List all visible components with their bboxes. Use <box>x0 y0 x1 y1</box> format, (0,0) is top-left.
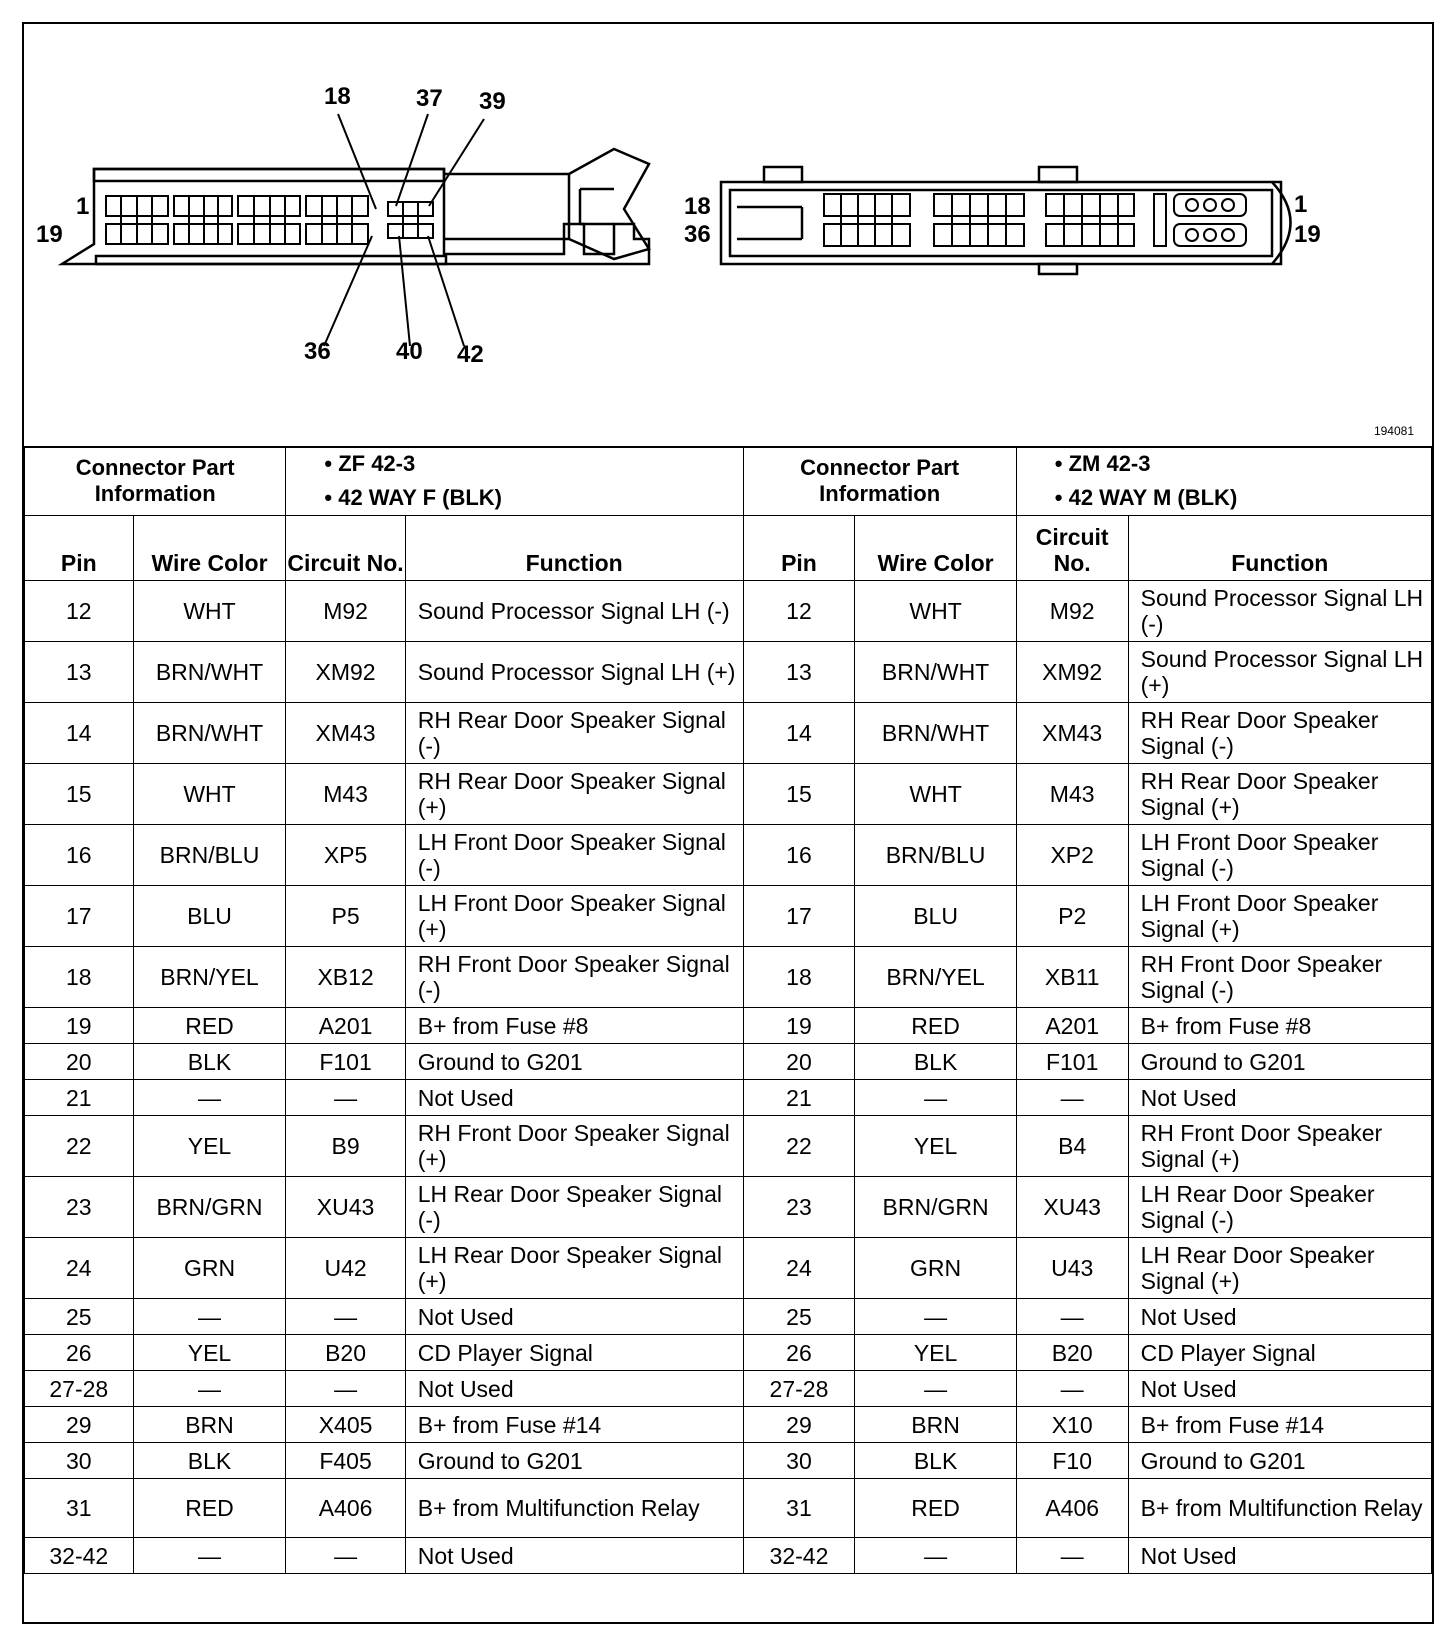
cell-function: RH Rear Door Speaker Signal (-) <box>405 703 743 764</box>
cell-function: Not Used <box>405 1299 743 1335</box>
cell-pin: 32-42 <box>25 1538 134 1574</box>
cell-circuit-right: F10 <box>1016 1443 1128 1479</box>
cell-wire-color-right: BRN/YEL <box>855 947 1016 1008</box>
cell-wire-color: BRN/WHT <box>133 703 286 764</box>
cell-circuit: XM92 <box>286 642 405 703</box>
cell-function: Sound Processor Signal LH (-) <box>405 581 743 642</box>
cell-function: Not Used <box>405 1538 743 1574</box>
callout-42: 42 <box>457 341 484 368</box>
cell-wire-color: BRN/WHT <box>133 642 286 703</box>
cell-pin-right: 20 <box>743 1044 855 1080</box>
cell-circuit: — <box>286 1538 405 1574</box>
callout-18: 18 <box>324 83 351 110</box>
cell-pin-right: 31 <box>743 1479 855 1538</box>
cell-pin-right: 15 <box>743 764 855 825</box>
cell-wire-color: WHT <box>133 764 286 825</box>
cell-circuit: — <box>286 1299 405 1335</box>
cell-wire-color-right: BRN/GRN <box>855 1177 1016 1238</box>
cell-circuit: P5 <box>286 886 405 947</box>
info-right-line-2: • 42 WAY M (BLK) <box>1055 481 1431 515</box>
cell-pin: 17 <box>25 886 134 947</box>
pinout-table <box>24 446 1432 1574</box>
cell-wire-color-right: — <box>855 1080 1016 1116</box>
cell-pin: 29 <box>25 1407 134 1443</box>
figure-id: 194081 <box>1373 424 1414 438</box>
table-row <box>25 1299 1432 1335</box>
cell-circuit: — <box>286 1371 405 1407</box>
cell-circuit: B20 <box>286 1335 405 1371</box>
cell-circuit-right: XM43 <box>1016 703 1128 764</box>
cell-circuit-right: XB11 <box>1016 947 1128 1008</box>
cell-function: LH Rear Door Speaker Signal (+) <box>405 1238 743 1299</box>
cell-circuit: M43 <box>286 764 405 825</box>
cell-circuit: F405 <box>286 1443 405 1479</box>
cell-pin-right: 12 <box>743 581 855 642</box>
cell-circuit: F101 <box>286 1044 405 1080</box>
cell-pin-right: 17 <box>743 886 855 947</box>
pin-label-19-left: 19 <box>36 221 63 248</box>
cell-pin-right: 23 <box>743 1177 855 1238</box>
cell-pin: 27-28 <box>25 1371 134 1407</box>
cell-circuit-right: B20 <box>1016 1335 1128 1371</box>
table-row <box>25 1371 1432 1407</box>
cell-circuit-right: — <box>1016 1371 1128 1407</box>
cell-pin-right: 21 <box>743 1080 855 1116</box>
cell-circuit-right: — <box>1016 1080 1128 1116</box>
cell-function-right: LH Rear Door Speaker Signal (+) <box>1128 1238 1431 1299</box>
connector-info-label-right: Connector Part Information <box>743 447 1016 516</box>
cell-function-right: Ground to G201 <box>1128 1044 1431 1080</box>
cell-wire-color: RED <box>133 1008 286 1044</box>
table-row <box>25 1407 1432 1443</box>
connector-info-right <box>1016 447 1431 516</box>
table-row <box>25 1080 1432 1116</box>
table-row <box>25 1335 1432 1371</box>
cell-function: B+ from Fuse #14 <box>405 1407 743 1443</box>
cell-pin: 19 <box>25 1008 134 1044</box>
cell-pin: 26 <box>25 1335 134 1371</box>
cell-wire-color: RED <box>133 1479 286 1538</box>
header-function: Function <box>405 516 743 581</box>
cell-function-right: RH Rear Door Speaker Signal (+) <box>1128 764 1431 825</box>
cell-function-right: Not Used <box>1128 1538 1431 1574</box>
cell-wire-color-right: RED <box>855 1008 1016 1044</box>
cell-circuit-right: XU43 <box>1016 1177 1128 1238</box>
info-left-line-1: • ZF 42-3 <box>324 447 742 481</box>
callout-39: 39 <box>479 88 506 115</box>
cell-wire-color: BRN/YEL <box>133 947 286 1008</box>
cell-function-right: CD Player Signal <box>1128 1335 1431 1371</box>
cell-wire-color-right: — <box>855 1299 1016 1335</box>
cell-function: B+ from Multifunction Relay <box>405 1479 743 1538</box>
connector-info-left <box>286 447 743 516</box>
cell-circuit-right: A406 <box>1016 1479 1128 1538</box>
cell-circuit: XU43 <box>286 1177 405 1238</box>
cell-function-right: RH Rear Door Speaker Signal (-) <box>1128 703 1431 764</box>
cell-wire-color: — <box>133 1299 286 1335</box>
cell-circuit: XP5 <box>286 825 405 886</box>
table-body <box>25 581 1432 1574</box>
cell-pin: 13 <box>25 642 134 703</box>
cell-function-right: B+ from Fuse #8 <box>1128 1008 1431 1044</box>
cell-pin-right: 19 <box>743 1008 855 1044</box>
header-circuit: Circuit No. <box>286 516 405 581</box>
cell-function-right: Not Used <box>1128 1080 1431 1116</box>
cell-circuit: M92 <box>286 581 405 642</box>
table-row <box>25 947 1432 1008</box>
pin-label-36-right: 36 <box>684 221 711 248</box>
cell-pin-right: 29 <box>743 1407 855 1443</box>
cell-circuit-right: F101 <box>1016 1044 1128 1080</box>
cell-function: RH Rear Door Speaker Signal (+) <box>405 764 743 825</box>
cell-pin: 25 <box>25 1299 134 1335</box>
cell-pin: 18 <box>25 947 134 1008</box>
header-circuit-right: Circuit No. <box>1016 516 1128 581</box>
connector-sheet <box>22 22 1434 1624</box>
cell-function: LH Front Door Speaker Signal (-) <box>405 825 743 886</box>
cell-pin: 15 <box>25 764 134 825</box>
cell-wire-color-right: — <box>855 1538 1016 1574</box>
header-pin: Pin <box>25 516 134 581</box>
cell-function: Sound Processor Signal LH (+) <box>405 642 743 703</box>
cell-function: CD Player Signal <box>405 1335 743 1371</box>
table-row <box>25 1044 1432 1080</box>
cell-pin: 16 <box>25 825 134 886</box>
cell-wire-color-right: YEL <box>855 1335 1016 1371</box>
connector-drawing <box>24 24 1432 446</box>
cell-function: Ground to G201 <box>405 1044 743 1080</box>
cell-wire-color-right: YEL <box>855 1116 1016 1177</box>
cell-circuit: B9 <box>286 1116 405 1177</box>
cell-wire-color: WHT <box>133 581 286 642</box>
cell-function: B+ from Fuse #8 <box>405 1008 743 1044</box>
cell-wire-color: BRN/BLU <box>133 825 286 886</box>
cell-function-right: Not Used <box>1128 1299 1431 1335</box>
cell-wire-color: BLK <box>133 1044 286 1080</box>
cell-wire-color: YEL <box>133 1335 286 1371</box>
cell-wire-color-right: BRN/BLU <box>855 825 1016 886</box>
table-row <box>25 1479 1432 1538</box>
cell-pin: 21 <box>25 1080 134 1116</box>
cell-pin-right: 18 <box>743 947 855 1008</box>
callout-40: 40 <box>396 338 423 365</box>
cell-pin-right: 25 <box>743 1299 855 1335</box>
cell-wire-color: — <box>133 1371 286 1407</box>
cell-function-right: Sound Processor Signal LH (+) <box>1128 642 1431 703</box>
info-left-line-2: • 42 WAY F (BLK) <box>324 481 742 515</box>
cell-wire-color: BRN <box>133 1407 286 1443</box>
cell-wire-color-right: BRN/WHT <box>855 703 1016 764</box>
cell-circuit-right: U43 <box>1016 1238 1128 1299</box>
cell-pin: 20 <box>25 1044 134 1080</box>
cell-pin: 30 <box>25 1443 134 1479</box>
table-row <box>25 703 1432 764</box>
cell-circuit-right: X10 <box>1016 1407 1128 1443</box>
table-row <box>25 642 1432 703</box>
cell-pin: 14 <box>25 703 134 764</box>
cell-pin-right: 27-28 <box>743 1371 855 1407</box>
cell-function-right: LH Front Door Speaker Signal (+) <box>1128 886 1431 947</box>
cell-circuit-right: M92 <box>1016 581 1128 642</box>
cell-pin-right: 14 <box>743 703 855 764</box>
pin-label-1-right: 1 <box>1294 191 1308 218</box>
cell-circuit-right: M43 <box>1016 764 1128 825</box>
cell-wire-color-right: — <box>855 1371 1016 1407</box>
cell-wire-color: BLU <box>133 886 286 947</box>
cell-function: LH Front Door Speaker Signal (+) <box>405 886 743 947</box>
cell-circuit-right: B4 <box>1016 1116 1128 1177</box>
table-row <box>25 581 1432 642</box>
male-pin-cavities <box>824 194 1246 246</box>
cell-function: RH Front Door Speaker Signal (-) <box>405 947 743 1008</box>
cell-wire-color: — <box>133 1538 286 1574</box>
table-row <box>25 1008 1432 1044</box>
cell-function-right: Ground to G201 <box>1128 1443 1431 1479</box>
cell-function-right: RH Front Door Speaker Signal (-) <box>1128 947 1431 1008</box>
cell-circuit: — <box>286 1080 405 1116</box>
header-pin-right: Pin <box>743 516 855 581</box>
table-row <box>25 1116 1432 1177</box>
pin-label-18-right: 18 <box>684 193 711 220</box>
connector-figure <box>24 24 1432 448</box>
cell-wire-color-right: BLK <box>855 1044 1016 1080</box>
cell-wire-color: YEL <box>133 1116 286 1177</box>
connector-info-label-left: Connector Part Information <box>25 447 286 516</box>
table-row <box>25 1177 1432 1238</box>
cell-function-right: LH Front Door Speaker Signal (-) <box>1128 825 1431 886</box>
cell-pin: 22 <box>25 1116 134 1177</box>
cell-wire-color-right: BLK <box>855 1443 1016 1479</box>
info-right-line-1: • ZM 42-3 <box>1055 447 1431 481</box>
cell-function: Ground to G201 <box>405 1443 743 1479</box>
cell-circuit: A201 <box>286 1008 405 1044</box>
cell-pin-right: 16 <box>743 825 855 886</box>
female-connector <box>62 149 649 264</box>
cell-wire-color-right: RED <box>855 1479 1016 1538</box>
cell-pin-right: 30 <box>743 1443 855 1479</box>
cell-pin-right: 22 <box>743 1116 855 1177</box>
table-row <box>25 1238 1432 1299</box>
cell-wire-color-right: GRN <box>855 1238 1016 1299</box>
callout-37: 37 <box>416 85 443 112</box>
pin-label-19-right: 19 <box>1294 221 1321 248</box>
cell-wire-color-right: WHT <box>855 764 1016 825</box>
cell-wire-color: BLK <box>133 1443 286 1479</box>
header-wire-color-right: Wire Color <box>855 516 1016 581</box>
cell-circuit-right: — <box>1016 1538 1128 1574</box>
female-pin-cavities <box>106 196 433 244</box>
cell-pin: 24 <box>25 1238 134 1299</box>
cell-wire-color-right: BRN <box>855 1407 1016 1443</box>
cell-wire-color: — <box>133 1080 286 1116</box>
cell-pin: 31 <box>25 1479 134 1538</box>
cell-function: Not Used <box>405 1080 743 1116</box>
cell-function-right: RH Front Door Speaker Signal (+) <box>1128 1116 1431 1177</box>
cell-wire-color-right: BLU <box>855 886 1016 947</box>
cell-function-right: B+ from Fuse #14 <box>1128 1407 1431 1443</box>
cell-pin-right: 24 <box>743 1238 855 1299</box>
cell-pin: 23 <box>25 1177 134 1238</box>
table-row <box>25 764 1432 825</box>
connector-info-row <box>25 447 1432 516</box>
cell-circuit-right: — <box>1016 1299 1128 1335</box>
cell-pin-right: 32-42 <box>743 1538 855 1574</box>
cell-circuit: A406 <box>286 1479 405 1538</box>
cell-circuit: XM43 <box>286 703 405 764</box>
cell-circuit: XB12 <box>286 947 405 1008</box>
callout-36: 36 <box>304 338 331 365</box>
cell-wire-color-right: BRN/WHT <box>855 642 1016 703</box>
cell-wire-color: BRN/GRN <box>133 1177 286 1238</box>
cell-function-right: LH Rear Door Speaker Signal (-) <box>1128 1177 1431 1238</box>
cell-function: RH Front Door Speaker Signal (+) <box>405 1116 743 1177</box>
cell-pin-right: 26 <box>743 1335 855 1371</box>
cell-function: Not Used <box>405 1371 743 1407</box>
cell-circuit: U42 <box>286 1238 405 1299</box>
cell-wire-color: GRN <box>133 1238 286 1299</box>
header-wire-color: Wire Color <box>133 516 286 581</box>
cell-function: LH Rear Door Speaker Signal (-) <box>405 1177 743 1238</box>
cell-function-right: Sound Processor Signal LH (-) <box>1128 581 1431 642</box>
cell-function-right: Not Used <box>1128 1371 1431 1407</box>
cell-wire-color-right: WHT <box>855 581 1016 642</box>
pin-label-1-left: 1 <box>76 193 90 220</box>
table-row <box>25 1538 1432 1574</box>
cell-circuit-right: P2 <box>1016 886 1128 947</box>
cell-pin-right: 13 <box>743 642 855 703</box>
cell-pin: 12 <box>25 581 134 642</box>
table-row <box>25 825 1432 886</box>
cell-circuit-right: XP2 <box>1016 825 1128 886</box>
cell-circuit: X405 <box>286 1407 405 1443</box>
cell-circuit-right: XM92 <box>1016 642 1128 703</box>
cell-circuit-right: A201 <box>1016 1008 1128 1044</box>
header-function-right: Function <box>1128 516 1431 581</box>
table-row <box>25 886 1432 947</box>
header-row <box>25 516 1432 581</box>
table-row <box>25 1443 1432 1479</box>
cell-function-right: B+ from Multifunction Relay <box>1128 1479 1431 1538</box>
